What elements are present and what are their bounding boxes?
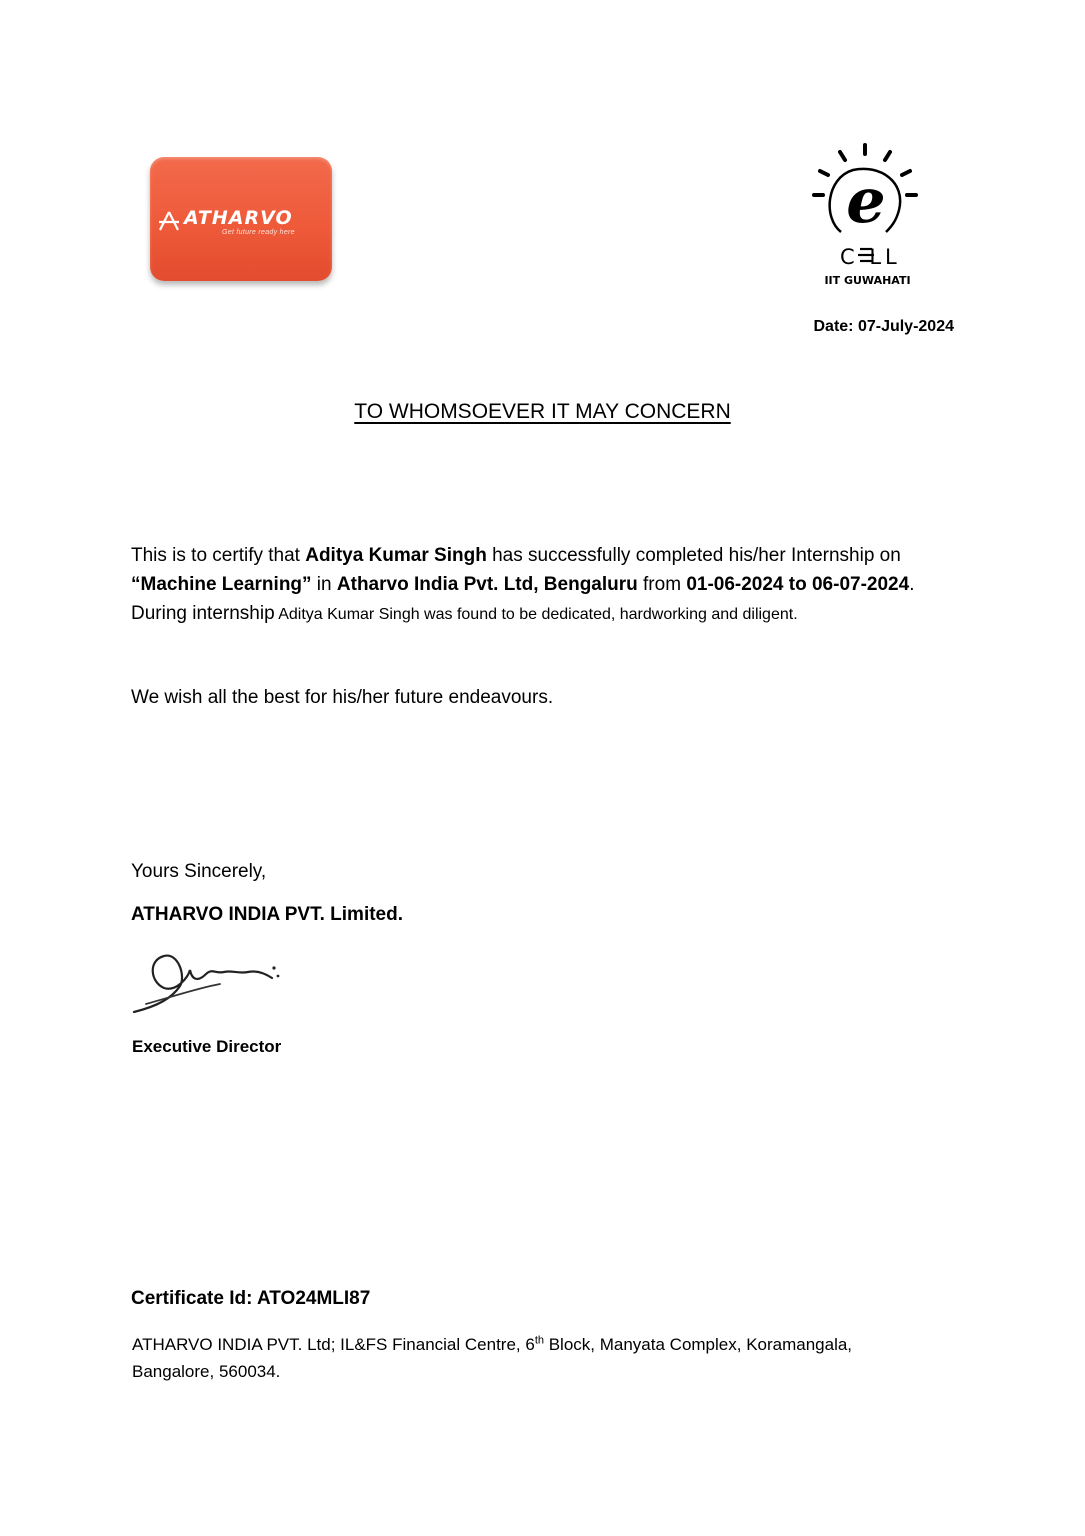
issue-date: Date: 07-July-2024 [813,318,954,335]
atharvo-logo-tagline: Get future ready here [222,229,295,236]
signature [128,948,288,1018]
course-name: “Machine Learning” [131,574,312,595]
body-text: in [311,574,337,595]
atharvo-logo [150,157,332,281]
ecell-logo-text: C LL [840,245,901,269]
address-superscript: th [534,1334,544,1347]
body-text: Aditya Kumar Singh was found to be dedicated, hardworking and diligent. [274,606,798,623]
signing-company: ATHARVO INDIA PVT. Limited. [131,904,404,925]
certificate-id: Certificate Id: ATO24MLI87 [131,1288,371,1309]
atharvo-a-mark-icon [158,211,180,231]
body-text: . [909,574,915,595]
ecell-caption: IIT GUWAHATI [824,274,911,287]
body-text: has successfully completed his/her Internship on [486,545,901,566]
address-text: Block, Manyata Complex, Koramangala, Bangalore, 560034. [132,1335,853,1381]
ecell-e-letter: e [846,164,886,237]
ecell-logo [808,140,923,292]
page-title: TO WHOMSOEVER IT MAY CONCERN [354,400,731,423]
company-address [132,1331,932,1385]
company-name: Atharvo India Pvt. Ltd, Bengaluru [336,574,638,595]
internship-period: 01-06-2024 to 06-07-2024 [686,574,910,595]
closing-wish: We wish all the best for his/her future endeavours. [131,687,554,708]
address-text: ATHARVO INDIA PVT. Ltd; IL&FS Financial Centre, 6 [132,1335,535,1354]
certificate-body [131,541,961,629]
salutation: Yours Sincerely, [131,861,267,882]
body-text: This is to certify that [131,545,306,566]
body-text: from [637,574,687,595]
atharvo-logo-text: ATHARVO [184,207,293,229]
body-text: During internship [131,603,275,624]
intern-name: Aditya Kumar Singh [305,545,487,566]
signatory-designation: Executive Director [132,1037,282,1056]
